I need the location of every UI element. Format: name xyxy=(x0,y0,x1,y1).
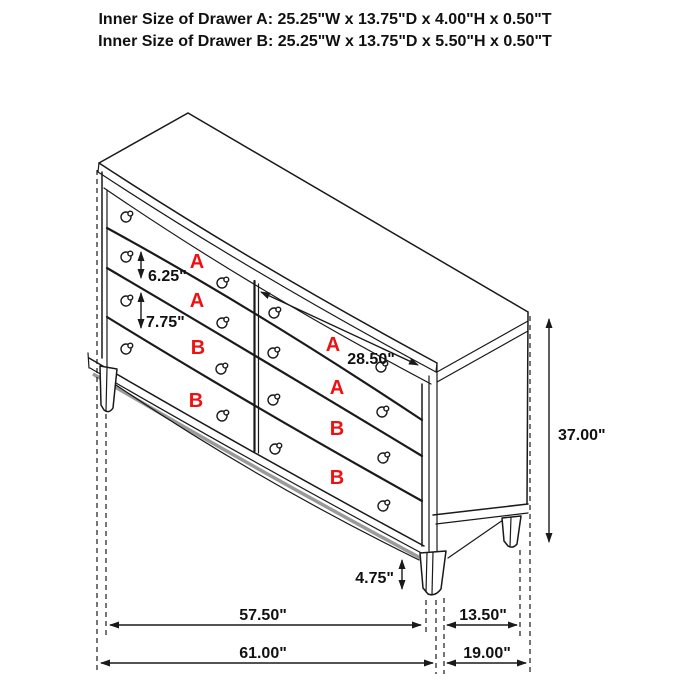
title-line-2: Inner Size of Drawer B: 25.25"W x 13.75"D x 5.50"H x 0.50"T xyxy=(98,33,552,50)
title xyxy=(98,11,552,50)
dim-value: 28.50" xyxy=(347,351,395,368)
drawer-knob xyxy=(121,343,133,354)
drawer-knob xyxy=(217,410,229,421)
dim-value: 13.50" xyxy=(459,607,507,624)
dim-overall-width xyxy=(101,645,433,663)
dim-overall-height xyxy=(549,319,606,542)
title-line-1: Inner Size of Drawer A: 25.25"W x 13.75"D x 4.00"H x 0.50"T xyxy=(98,11,552,28)
drawer-label: B xyxy=(329,467,345,489)
dim-drawer-b-height xyxy=(141,293,185,331)
dim-drawer-section-width xyxy=(261,292,418,368)
dim-value: 57.50" xyxy=(239,607,287,624)
back-right-leg xyxy=(502,516,521,547)
drawer-label: A xyxy=(329,377,345,399)
drawer-knob xyxy=(121,211,133,222)
drawer-knob xyxy=(217,317,229,328)
side-back-edge xyxy=(527,312,528,504)
drawer-knob xyxy=(269,307,281,318)
drawer-label: A xyxy=(325,334,341,356)
drawer-knob xyxy=(268,347,280,358)
dim-value: 7.75" xyxy=(146,314,185,331)
dim-value: 4.75" xyxy=(355,570,394,587)
dim-leg-height xyxy=(355,560,402,589)
dim-value: 19.00" xyxy=(463,645,511,662)
dim-value: 37.00" xyxy=(558,427,606,444)
drawer-knob xyxy=(121,295,133,306)
drawer-knob xyxy=(217,277,229,288)
dim-value: 6.25" xyxy=(148,268,187,285)
drawer-label: B xyxy=(188,390,204,412)
base-molding-shadow xyxy=(93,374,426,561)
side-top-molding xyxy=(437,321,528,382)
base-top-line xyxy=(89,358,424,546)
drawer-label: A xyxy=(189,251,205,273)
dim-overall-depth xyxy=(447,645,526,663)
drawer-knob xyxy=(377,406,389,417)
side-base-top xyxy=(433,504,528,515)
center-divider xyxy=(255,281,259,453)
drawer-knob xyxy=(378,452,390,463)
dim-drawer-a-height xyxy=(141,252,187,285)
drawer-label: B xyxy=(329,418,345,440)
drawer-knob xyxy=(378,500,390,511)
side-apron-edge xyxy=(448,520,503,558)
drawer-knob xyxy=(270,443,282,454)
base-left-cap xyxy=(88,353,89,368)
drawer-knob xyxy=(121,251,133,262)
base-molding xyxy=(88,353,427,561)
drawer-label: A xyxy=(189,290,205,312)
top-front-edge xyxy=(99,163,437,363)
drawer-label: B xyxy=(190,337,206,359)
drawer-knob xyxy=(268,394,280,405)
extension-guides xyxy=(97,170,530,674)
front-left-leg xyxy=(100,366,117,412)
dresser-top xyxy=(98,113,528,384)
dim-side-depth-between-legs xyxy=(447,607,517,625)
dim-value: 61.00" xyxy=(239,645,287,662)
dim-front-width-between-legs xyxy=(110,607,421,625)
drawer-knob xyxy=(216,363,228,374)
